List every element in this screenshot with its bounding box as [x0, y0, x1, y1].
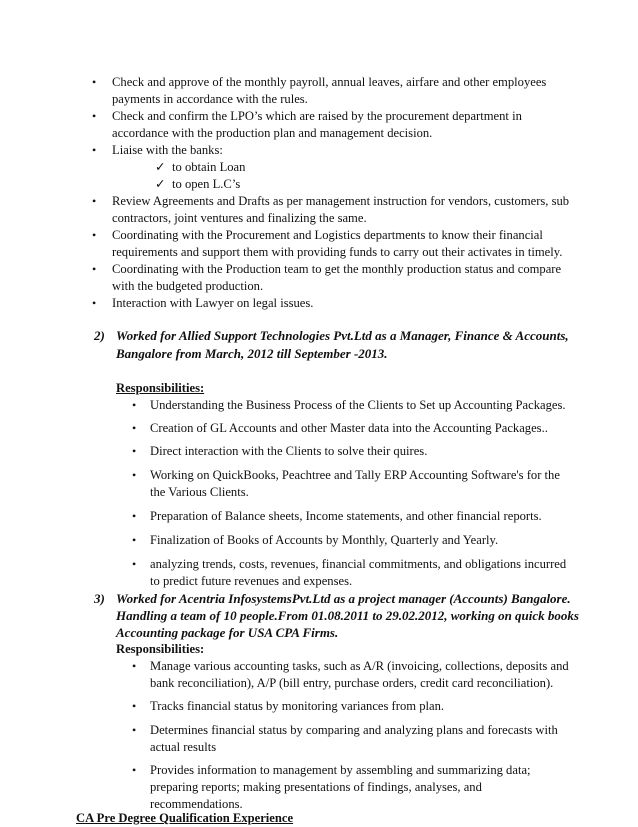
- list-item-line: requirements and support them with providing funds to carry out their activates in timely.: [112, 245, 563, 259]
- bullet-icon: •: [132, 763, 137, 777]
- list-item-line: bank reconciliation), A/P (bill entry, purchase orders, credit card reconciliation).: [150, 676, 554, 690]
- bullet-icon: •: [132, 444, 137, 458]
- job-heading-line: Accounting package for USA CPA Firms.: [116, 625, 339, 640]
- bullet-icon: •: [92, 194, 97, 208]
- bullet-icon: •: [132, 398, 137, 412]
- list-item-line: recommendations.: [150, 797, 243, 811]
- list-item-line: Check and confirm the LPO’s which are raised by the procurement department in: [112, 109, 522, 123]
- list-item-line: to predict future revenues and expenses.: [150, 574, 353, 588]
- list-item-line: Direct interaction with the Clients to solve their quires.: [150, 444, 428, 458]
- bullet-icon: •: [132, 468, 137, 482]
- bullet-icon: •: [132, 699, 137, 713]
- list-item-line: analyzing trends, costs, revenues, financial commitments, and obligations incurred: [150, 557, 567, 571]
- bullet-icon: •: [92, 228, 97, 242]
- list-item-line: Tracks financial status by monitoring variances from plan.: [150, 699, 445, 713]
- bullet-icon: •: [92, 109, 97, 123]
- list-item-line: Coordinating with the Production team to get the monthly production status and compare: [112, 262, 562, 276]
- list-item-line: with the budgeted production.: [112, 279, 264, 293]
- responsibilities-label: Responsibilities:: [116, 642, 205, 656]
- job-heading-line: Worked for Acentria InfosystemsPvt.Ltd as a project manager (Accounts) Bangalore.: [116, 591, 571, 606]
- job-heading-line: Worked for Allied Support Technologies Pvt.Ltd as a Manager, Finance & Accounts,: [116, 328, 569, 343]
- list-item-line: Coordinating with the Procurement and Logistics departments to know their financial: [112, 228, 543, 242]
- list-item-line: payments in accordance with the rules.: [112, 92, 308, 106]
- job-heading-line: Handling a team of 10 people.From 01.08.2011 to 29.02.2012, working on quick books: [116, 608, 579, 623]
- list-item-line: Provides information to management by assembling and summarizing data;: [150, 763, 531, 777]
- list-item-line: Manage various accounting tasks, such as A/R (invoicing, collections, deposits and: [150, 659, 569, 673]
- checkmark-icon: ✓: [155, 160, 166, 174]
- list-item-line: Creation of GL Accounts and other Master data into the Accounting Packages..: [150, 421, 548, 435]
- bullet-icon: •: [132, 421, 137, 435]
- list-item-line: Finalization of Books of Accounts by Monthly, Quarterly and Yearly.: [150, 533, 499, 547]
- job-heading-line: Bangalore from March, 2012 till September -2013.: [116, 346, 388, 361]
- section-title: CA Pre Degree Qualification Experience: [76, 811, 294, 825]
- bullet-icon: •: [132, 723, 137, 737]
- list-item-line: accordance with the production plan and management decision.: [112, 126, 433, 140]
- list-item-line: Liaise with the banks:: [112, 143, 223, 157]
- responsibilities-label: Responsibilities:: [116, 381, 205, 395]
- list-item-line: actual results: [150, 740, 217, 754]
- list-item-line: Determines financial status by comparing and analyzing plans and forecasts with: [150, 723, 558, 737]
- bullet-icon: •: [132, 659, 137, 673]
- job-number: 3): [94, 591, 105, 606]
- list-item-line: Review Agreements and Drafts as per management instruction for vendors, customers, sub: [112, 194, 570, 208]
- list-item-line: Interaction with Lawyer on legal issues.: [112, 296, 314, 310]
- bullet-icon: •: [132, 557, 137, 571]
- bullet-icon: •: [92, 262, 97, 276]
- list-item-line: preparing reports; making presentations of findings, analyses, and: [150, 780, 482, 794]
- bullet-icon: •: [92, 75, 97, 89]
- list-item-line: Check and approve of the monthly payroll, annual leaves, airfare and other employees: [112, 75, 547, 89]
- list-item-line: Working on QuickBooks, Peachtree and Tally ERP Accounting Software's for the: [150, 468, 560, 482]
- bullet-icon: •: [132, 509, 137, 523]
- list-item-line: Preparation of Balance sheets, Income statements, and other financial reports.: [150, 509, 542, 523]
- bullet-icon: •: [92, 143, 97, 157]
- list-item-line: the Various Clients.: [150, 485, 249, 499]
- sub-list-item: to obtain Loan: [172, 160, 246, 174]
- job-number: 2): [94, 328, 105, 343]
- sub-list-item: to open L.C’s: [172, 177, 241, 191]
- list-item-line: Understanding the Business Process of the Clients to Set up Accounting Packages.: [150, 398, 566, 412]
- bullet-icon: •: [92, 296, 97, 310]
- list-item-line: contractors, joint ventures and finalizing the same.: [112, 211, 367, 225]
- checkmark-icon: ✓: [155, 177, 166, 191]
- bullet-icon: •: [132, 533, 137, 547]
